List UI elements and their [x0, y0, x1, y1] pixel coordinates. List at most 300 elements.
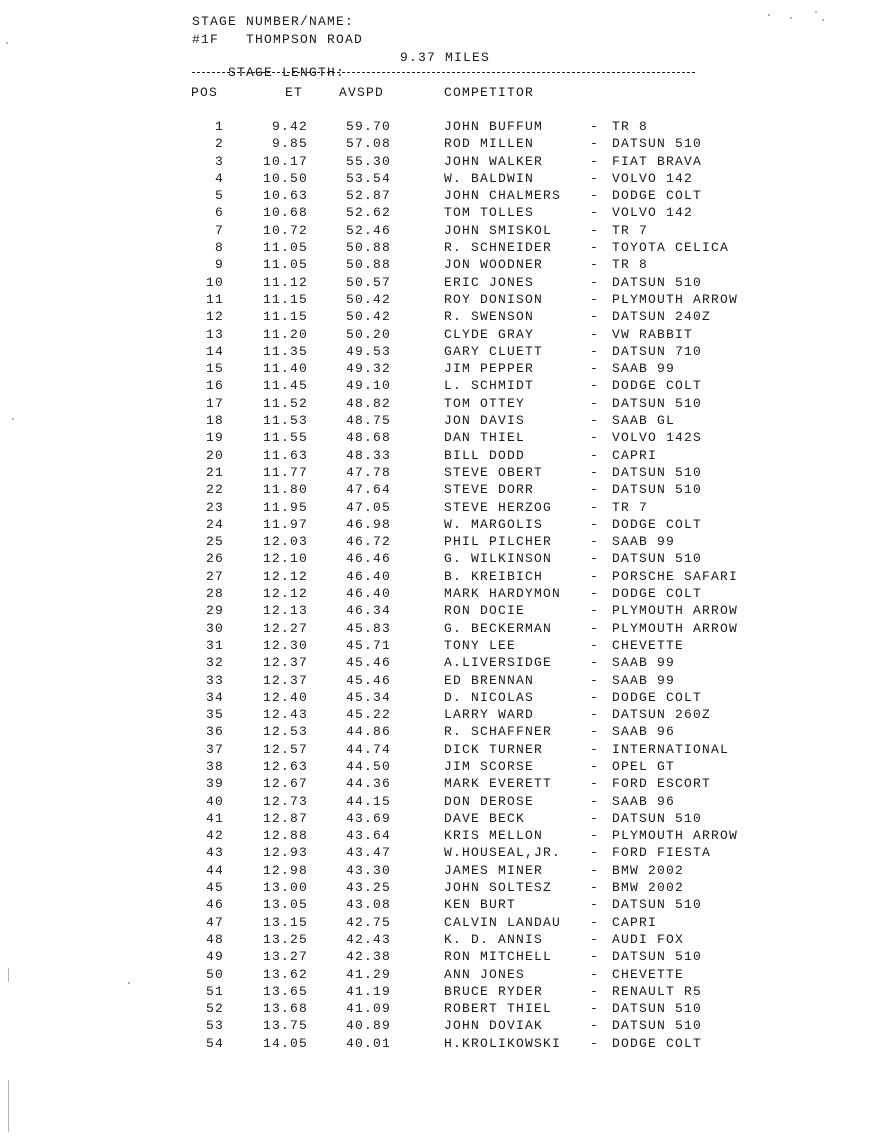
cell-competitor-name: ROD MILLEN [444, 136, 535, 152]
cell-separator: - [590, 707, 600, 723]
cell-avspd: 48.75 [345, 413, 391, 429]
cell-car: OPEL GT [612, 758, 676, 774]
cell-car: SAAB 99 [612, 672, 676, 688]
cell-et: 11.15 [262, 291, 308, 307]
cell-separator: - [590, 222, 600, 238]
cell-car: DODGE COLT [612, 516, 703, 532]
cell-et: 9.42 [271, 119, 308, 134]
cell-car: SAAB 99 [612, 361, 676, 377]
cell-pos: 19 [205, 430, 224, 446]
cell-separator: - [590, 188, 600, 204]
cell-competitor-name: R. SCHNEIDER [444, 240, 553, 256]
cell-separator: - [590, 983, 600, 999]
table-row [0, 500, 894, 517]
cell-et: 12.73 [262, 793, 308, 809]
cell-car: PLYMOUTH ARROW [612, 603, 739, 619]
cell-competitor-name: G. BECKERMAN [444, 620, 553, 636]
table-row [0, 690, 894, 707]
stage-length-label: STAGE LENGTH: [228, 65, 346, 80]
cell-separator: - [590, 603, 600, 619]
table-row [0, 551, 894, 568]
cell-competitor-name: JOHN BUFFUM [444, 119, 544, 134]
cell-separator: - [590, 862, 600, 878]
cell-competitor-name: JON DAVIS [444, 413, 526, 429]
cell-separator: - [590, 655, 600, 671]
cell-et: 12.87 [262, 810, 308, 826]
cell-pos: 48 [205, 931, 224, 947]
table-row [0, 396, 894, 413]
cell-pos: 31 [205, 637, 224, 653]
table-row [0, 586, 894, 603]
cell-car: AUDI FOX [612, 931, 685, 947]
cell-separator: - [590, 845, 600, 861]
cell-separator: - [590, 689, 600, 705]
cell-pos: 38 [205, 758, 224, 774]
cell-competitor-name: W. BALDWIN [444, 170, 535, 186]
table-row [0, 707, 894, 724]
cell-car: TR 7 [612, 499, 649, 515]
cell-pos: 26 [205, 551, 224, 567]
cell-competitor-name: W.HOUSEAL,JR. [444, 845, 562, 861]
cell-et: 13.27 [262, 949, 308, 965]
cell-et: 13.00 [262, 880, 308, 896]
cell-separator: - [590, 413, 600, 429]
cell-car: DATSUN 510 [612, 810, 703, 826]
cell-pos: 42 [205, 828, 224, 844]
table-row [0, 430, 894, 447]
cell-pos: 14 [205, 343, 224, 359]
cell-avspd: 46.40 [345, 586, 391, 602]
cell-pos: 22 [205, 482, 224, 498]
cell-car: BMW 2002 [612, 880, 685, 896]
cell-competitor-name: MARK EVERETT [444, 776, 553, 792]
cell-et: 12.57 [262, 741, 308, 757]
cell-et: 12.98 [262, 862, 308, 878]
table-row [0, 292, 894, 309]
cell-pos: 30 [205, 620, 224, 636]
cell-competitor-name: GARY CLUETT [444, 343, 544, 359]
cell-separator: - [590, 672, 600, 688]
cell-avspd: 52.46 [345, 222, 391, 238]
cell-et: 11.40 [262, 361, 308, 377]
cell-car: CAPRI [612, 447, 658, 463]
scan-margin-mark [8, 1080, 9, 1132]
cell-et: 10.72 [262, 222, 308, 238]
cell-competitor-name: RON DOCIE [444, 603, 526, 619]
cell-avspd: 47.64 [345, 482, 391, 498]
cell-pos: 45 [205, 880, 224, 896]
table-row [0, 863, 894, 880]
cell-competitor-name: TOM OTTEY [444, 395, 526, 411]
cell-et: 11.53 [262, 413, 308, 429]
cell-avspd: 42.38 [345, 949, 391, 965]
cell-separator: - [590, 949, 600, 965]
cell-pos: 10 [205, 274, 224, 290]
cell-et: 11.35 [262, 343, 308, 359]
cell-competitor-name: BRUCE RYDER [444, 983, 544, 999]
cell-et: 12.12 [262, 568, 308, 584]
cell-car: CHEVETTE [612, 637, 685, 653]
cell-avspd: 41.29 [345, 966, 391, 982]
table-row [0, 845, 894, 862]
cell-competitor-name: G. WILKINSON [444, 551, 553, 567]
cell-et: 10.68 [262, 205, 308, 221]
scan-speck [12, 418, 14, 420]
cell-pos: 46 [205, 897, 224, 913]
cell-avspd: 44.50 [345, 758, 391, 774]
cell-car: VOLVO 142S [612, 430, 703, 446]
cell-avspd: 44.86 [345, 724, 391, 740]
cell-car: DODGE COLT [612, 378, 703, 394]
cell-car: PLYMOUTH ARROW [612, 291, 739, 307]
cell-competitor-name: PHIL PILCHER [444, 534, 553, 550]
cell-pos: 36 [205, 724, 224, 740]
cell-competitor-name: STEVE OBERT [444, 464, 544, 480]
cell-separator: - [590, 828, 600, 844]
table-row [0, 673, 894, 690]
table-row [0, 638, 894, 655]
cell-avspd: 41.09 [345, 1001, 391, 1017]
cell-separator: - [590, 240, 600, 256]
cell-separator: - [590, 257, 600, 273]
cell-pos: 40 [205, 793, 224, 809]
cell-car: SAAB 96 [612, 793, 676, 809]
cell-avspd: 43.64 [345, 828, 391, 844]
table-row [0, 517, 894, 534]
cell-separator: - [590, 534, 600, 550]
table-row [0, 361, 894, 378]
cell-separator: - [590, 343, 600, 359]
cell-car: DATSUN 510 [612, 482, 703, 498]
scan-speck [815, 11, 817, 13]
table-row [0, 448, 894, 465]
table-row [0, 603, 894, 620]
cell-competitor-name: W. MARGOLIS [444, 516, 544, 532]
table-row [0, 742, 894, 759]
cell-separator: - [590, 586, 600, 602]
cell-pos: 18 [205, 413, 224, 429]
cell-et: 11.45 [262, 378, 308, 394]
cell-et: 13.68 [262, 1001, 308, 1017]
cell-car: VW RABBIT [612, 326, 694, 342]
cell-competitor-name: JOHN CHALMERS [444, 188, 562, 204]
cell-pos: 49 [205, 949, 224, 965]
cell-avspd: 47.05 [345, 499, 391, 515]
header-divider [192, 72, 695, 73]
cell-et: 12.03 [262, 534, 308, 550]
cell-car: PORSCHE SAFARI [612, 568, 739, 584]
cell-competitor-name: D. NICOLAS [444, 689, 535, 705]
cell-avspd: 46.72 [345, 534, 391, 550]
table-row [0, 776, 894, 793]
cell-pos: 44 [205, 862, 224, 878]
table-row [0, 413, 894, 430]
cell-separator: - [590, 620, 600, 636]
cell-avspd: 40.01 [345, 1035, 391, 1051]
cell-et: 13.75 [262, 1018, 308, 1034]
table-row [0, 828, 894, 845]
cell-et: 12.10 [262, 551, 308, 567]
scan-speck [790, 17, 792, 19]
stage-name: #1F THOMPSON ROAD [192, 32, 364, 47]
cell-avspd: 43.08 [345, 897, 391, 913]
cell-et: 12.53 [262, 724, 308, 740]
cell-et: 12.30 [262, 637, 308, 653]
cell-pos: 7 [214, 222, 224, 238]
cell-pos: 50 [205, 966, 224, 982]
cell-separator: - [590, 430, 600, 446]
cell-car: DATSUN 510 [612, 551, 703, 567]
cell-pos: 53 [205, 1018, 224, 1034]
cell-separator: - [590, 741, 600, 757]
table-row [0, 655, 894, 672]
cell-separator: - [590, 793, 600, 809]
cell-separator: - [590, 482, 600, 498]
cell-competitor-name: KEN BURT [444, 897, 517, 913]
cell-car: SAAB 96 [612, 724, 676, 740]
scan-margin-mark [8, 968, 9, 982]
cell-et: 10.63 [262, 188, 308, 204]
cell-separator: - [590, 516, 600, 532]
cell-car: DATSUN 510 [612, 949, 703, 965]
cell-avspd: 50.88 [345, 257, 391, 273]
cell-et: 11.05 [262, 257, 308, 273]
table-row [0, 119, 894, 136]
cell-car: TR 7 [612, 222, 649, 238]
table-row [0, 275, 894, 292]
cell-separator: - [590, 464, 600, 480]
cell-car: DATSUN 510 [612, 897, 703, 913]
table-row [0, 257, 894, 274]
cell-et: 13.05 [262, 897, 308, 913]
cell-car: DATSUN 510 [612, 274, 703, 290]
cell-car: BMW 2002 [612, 862, 685, 878]
cell-avspd: 49.32 [345, 361, 391, 377]
cell-competitor-name: RON MITCHELL [444, 949, 553, 965]
cell-competitor-name: KRIS MELLON [444, 828, 544, 844]
cell-pos: 5 [214, 188, 224, 204]
cell-pos: 21 [205, 464, 224, 480]
cell-separator: - [590, 1035, 600, 1051]
cell-avspd: 44.36 [345, 776, 391, 792]
cell-separator: - [590, 637, 600, 653]
cell-separator: - [590, 326, 600, 342]
table-row [0, 724, 894, 741]
cell-avspd: 50.42 [345, 309, 391, 325]
table-row [0, 136, 894, 153]
cell-et: 11.55 [262, 430, 308, 446]
cell-avspd: 41.19 [345, 983, 391, 999]
cell-competitor-name: ANN JONES [444, 966, 526, 982]
cell-et: 9.85 [271, 136, 308, 152]
cell-et: 11.20 [262, 326, 308, 342]
cell-et: 11.80 [262, 482, 308, 498]
cell-avspd: 53.54 [345, 170, 391, 186]
cell-car: INTERNATIONAL [612, 741, 730, 757]
cell-car: FORD FIESTA [612, 845, 712, 861]
cell-avspd: 50.57 [345, 274, 391, 290]
table-row [0, 880, 894, 897]
cell-competitor-name: B. KREIBICH [444, 568, 544, 584]
cell-pos: 33 [205, 672, 224, 688]
cell-et: 11.77 [262, 464, 308, 480]
cell-avspd: 43.47 [345, 845, 391, 861]
cell-car: PLYMOUTH ARROW [612, 620, 739, 636]
cell-pos: 32 [205, 655, 224, 671]
cell-avspd: 48.33 [345, 447, 391, 463]
cell-competitor-name: A.LIVERSIDGE [444, 655, 553, 671]
cell-separator: - [590, 499, 600, 515]
cell-pos: 3 [214, 153, 224, 169]
cell-pos: 35 [205, 707, 224, 723]
cell-avspd: 44.74 [345, 741, 391, 757]
cell-car: CHEVETTE [612, 966, 685, 982]
cell-car: TR 8 [612, 119, 649, 134]
cell-separator: - [590, 880, 600, 896]
cell-competitor-name: JOHN SOLTESZ [444, 880, 553, 896]
table-row [0, 482, 894, 499]
cell-et: 12.13 [262, 603, 308, 619]
cell-et: 11.12 [262, 274, 308, 290]
cell-car: DODGE COLT [612, 586, 703, 602]
cell-et: 12.40 [262, 689, 308, 705]
cell-separator: - [590, 758, 600, 774]
cell-separator: - [590, 119, 600, 134]
cell-et: 11.15 [262, 309, 308, 325]
cell-competitor-name: JOHN WALKER [444, 153, 544, 169]
cell-separator: - [590, 724, 600, 740]
cell-car: DODGE COLT [612, 689, 703, 705]
cell-avspd: 48.68 [345, 430, 391, 446]
cell-car: DATSUN 510 [612, 1001, 703, 1017]
cell-car: VOLVO 142 [612, 205, 694, 221]
cell-separator: - [590, 776, 600, 792]
table-row [0, 932, 894, 949]
cell-pos: 4 [214, 170, 224, 186]
cell-separator: - [590, 205, 600, 221]
results-table [0, 119, 894, 1053]
cell-car: TOYOTA CELICA [612, 240, 730, 256]
cell-car: DATSUN 510 [612, 1018, 703, 1034]
cell-avspd: 46.98 [345, 516, 391, 532]
cell-competitor-name: ERIC JONES [444, 274, 535, 290]
cell-car: DATSUN 260Z [612, 707, 712, 723]
cell-avspd: 50.88 [345, 240, 391, 256]
cell-separator: - [590, 914, 600, 930]
cell-pos: 9 [214, 257, 224, 273]
cell-competitor-name: JIM PEPPER [444, 361, 535, 377]
cell-et: 11.95 [262, 499, 308, 515]
table-row [0, 1018, 894, 1035]
table-row [0, 794, 894, 811]
cell-avspd: 45.83 [345, 620, 391, 636]
cell-avspd: 55.30 [345, 153, 391, 169]
cell-avspd: 49.53 [345, 343, 391, 359]
cell-pos: 20 [205, 447, 224, 463]
cell-avspd: 50.42 [345, 291, 391, 307]
cell-avspd: 46.34 [345, 603, 391, 619]
cell-avspd: 48.82 [345, 395, 391, 411]
cell-car: DATSUN 510 [612, 464, 703, 480]
cell-avspd: 49.10 [345, 378, 391, 394]
stage-length-value: 9.37 MILES [400, 50, 491, 65]
cell-car: DATSUN 240Z [612, 309, 712, 325]
cell-avspd: 40.89 [345, 1018, 391, 1034]
cell-separator: - [590, 897, 600, 913]
cell-separator: - [590, 274, 600, 290]
cell-avspd: 57.08 [345, 136, 391, 152]
cell-avspd: 46.46 [345, 551, 391, 567]
cell-et: 11.05 [262, 240, 308, 256]
cell-competitor-name: R. SWENSON [444, 309, 535, 325]
cell-competitor-name: DAVE BECK [444, 810, 526, 826]
cell-competitor-name: CLYDE GRAY [444, 326, 535, 342]
cell-competitor-name: JOHN SMISKOL [444, 222, 553, 238]
cell-avspd: 47.78 [345, 464, 391, 480]
cell-pos: 28 [205, 586, 224, 602]
cell-separator: - [590, 1018, 600, 1034]
cell-avspd: 50.20 [345, 326, 391, 342]
cell-car: DATSUN 510 [612, 136, 703, 152]
cell-et: 11.63 [262, 447, 308, 463]
cell-car: TR 8 [612, 257, 649, 273]
cell-pos: 8 [214, 240, 224, 256]
cell-avspd: 42.43 [345, 931, 391, 947]
cell-competitor-name: MARK HARDYMON [444, 586, 562, 602]
cell-pos: 16 [205, 378, 224, 394]
cell-competitor-name: ED BRENNAN [444, 672, 535, 688]
cell-pos: 41 [205, 810, 224, 826]
cell-separator: - [590, 931, 600, 947]
scan-speck [768, 14, 770, 16]
table-row [0, 621, 894, 638]
cell-avspd: 52.62 [345, 205, 391, 221]
table-row [0, 223, 894, 240]
cell-separator: - [590, 1001, 600, 1017]
cell-car: DODGE COLT [612, 188, 703, 204]
cell-separator: - [590, 136, 600, 152]
table-row [0, 171, 894, 188]
cell-car: CAPRI [612, 914, 658, 930]
cell-et: 12.88 [262, 828, 308, 844]
column-header-et: ET [285, 85, 304, 100]
table-row [0, 309, 894, 326]
cell-car: VOLVO 142 [612, 170, 694, 186]
cell-competitor-name: ROY DONISON [444, 291, 544, 307]
column-header-pos: POS [191, 85, 219, 100]
cell-pos: 25 [205, 534, 224, 550]
cell-et: 12.37 [262, 672, 308, 688]
table-row [0, 897, 894, 914]
table-row [0, 154, 894, 171]
cell-competitor-name: STEVE HERZOG [444, 499, 553, 515]
cell-pos: 23 [205, 499, 224, 515]
cell-car: DATSUN 710 [612, 343, 703, 359]
cell-car: RENAULT R5 [612, 983, 703, 999]
cell-pos: 43 [205, 845, 224, 861]
cell-car: PLYMOUTH ARROW [612, 828, 739, 844]
cell-separator: - [590, 810, 600, 826]
cell-et: 12.63 [262, 758, 308, 774]
cell-pos: 37 [205, 741, 224, 757]
cell-separator: - [590, 395, 600, 411]
cell-et: 13.25 [262, 931, 308, 947]
cell-car: DODGE COLT [612, 1035, 703, 1051]
cell-separator: - [590, 153, 600, 169]
cell-pos: 12 [205, 309, 224, 325]
table-row [0, 1001, 894, 1018]
cell-pos: 51 [205, 983, 224, 999]
